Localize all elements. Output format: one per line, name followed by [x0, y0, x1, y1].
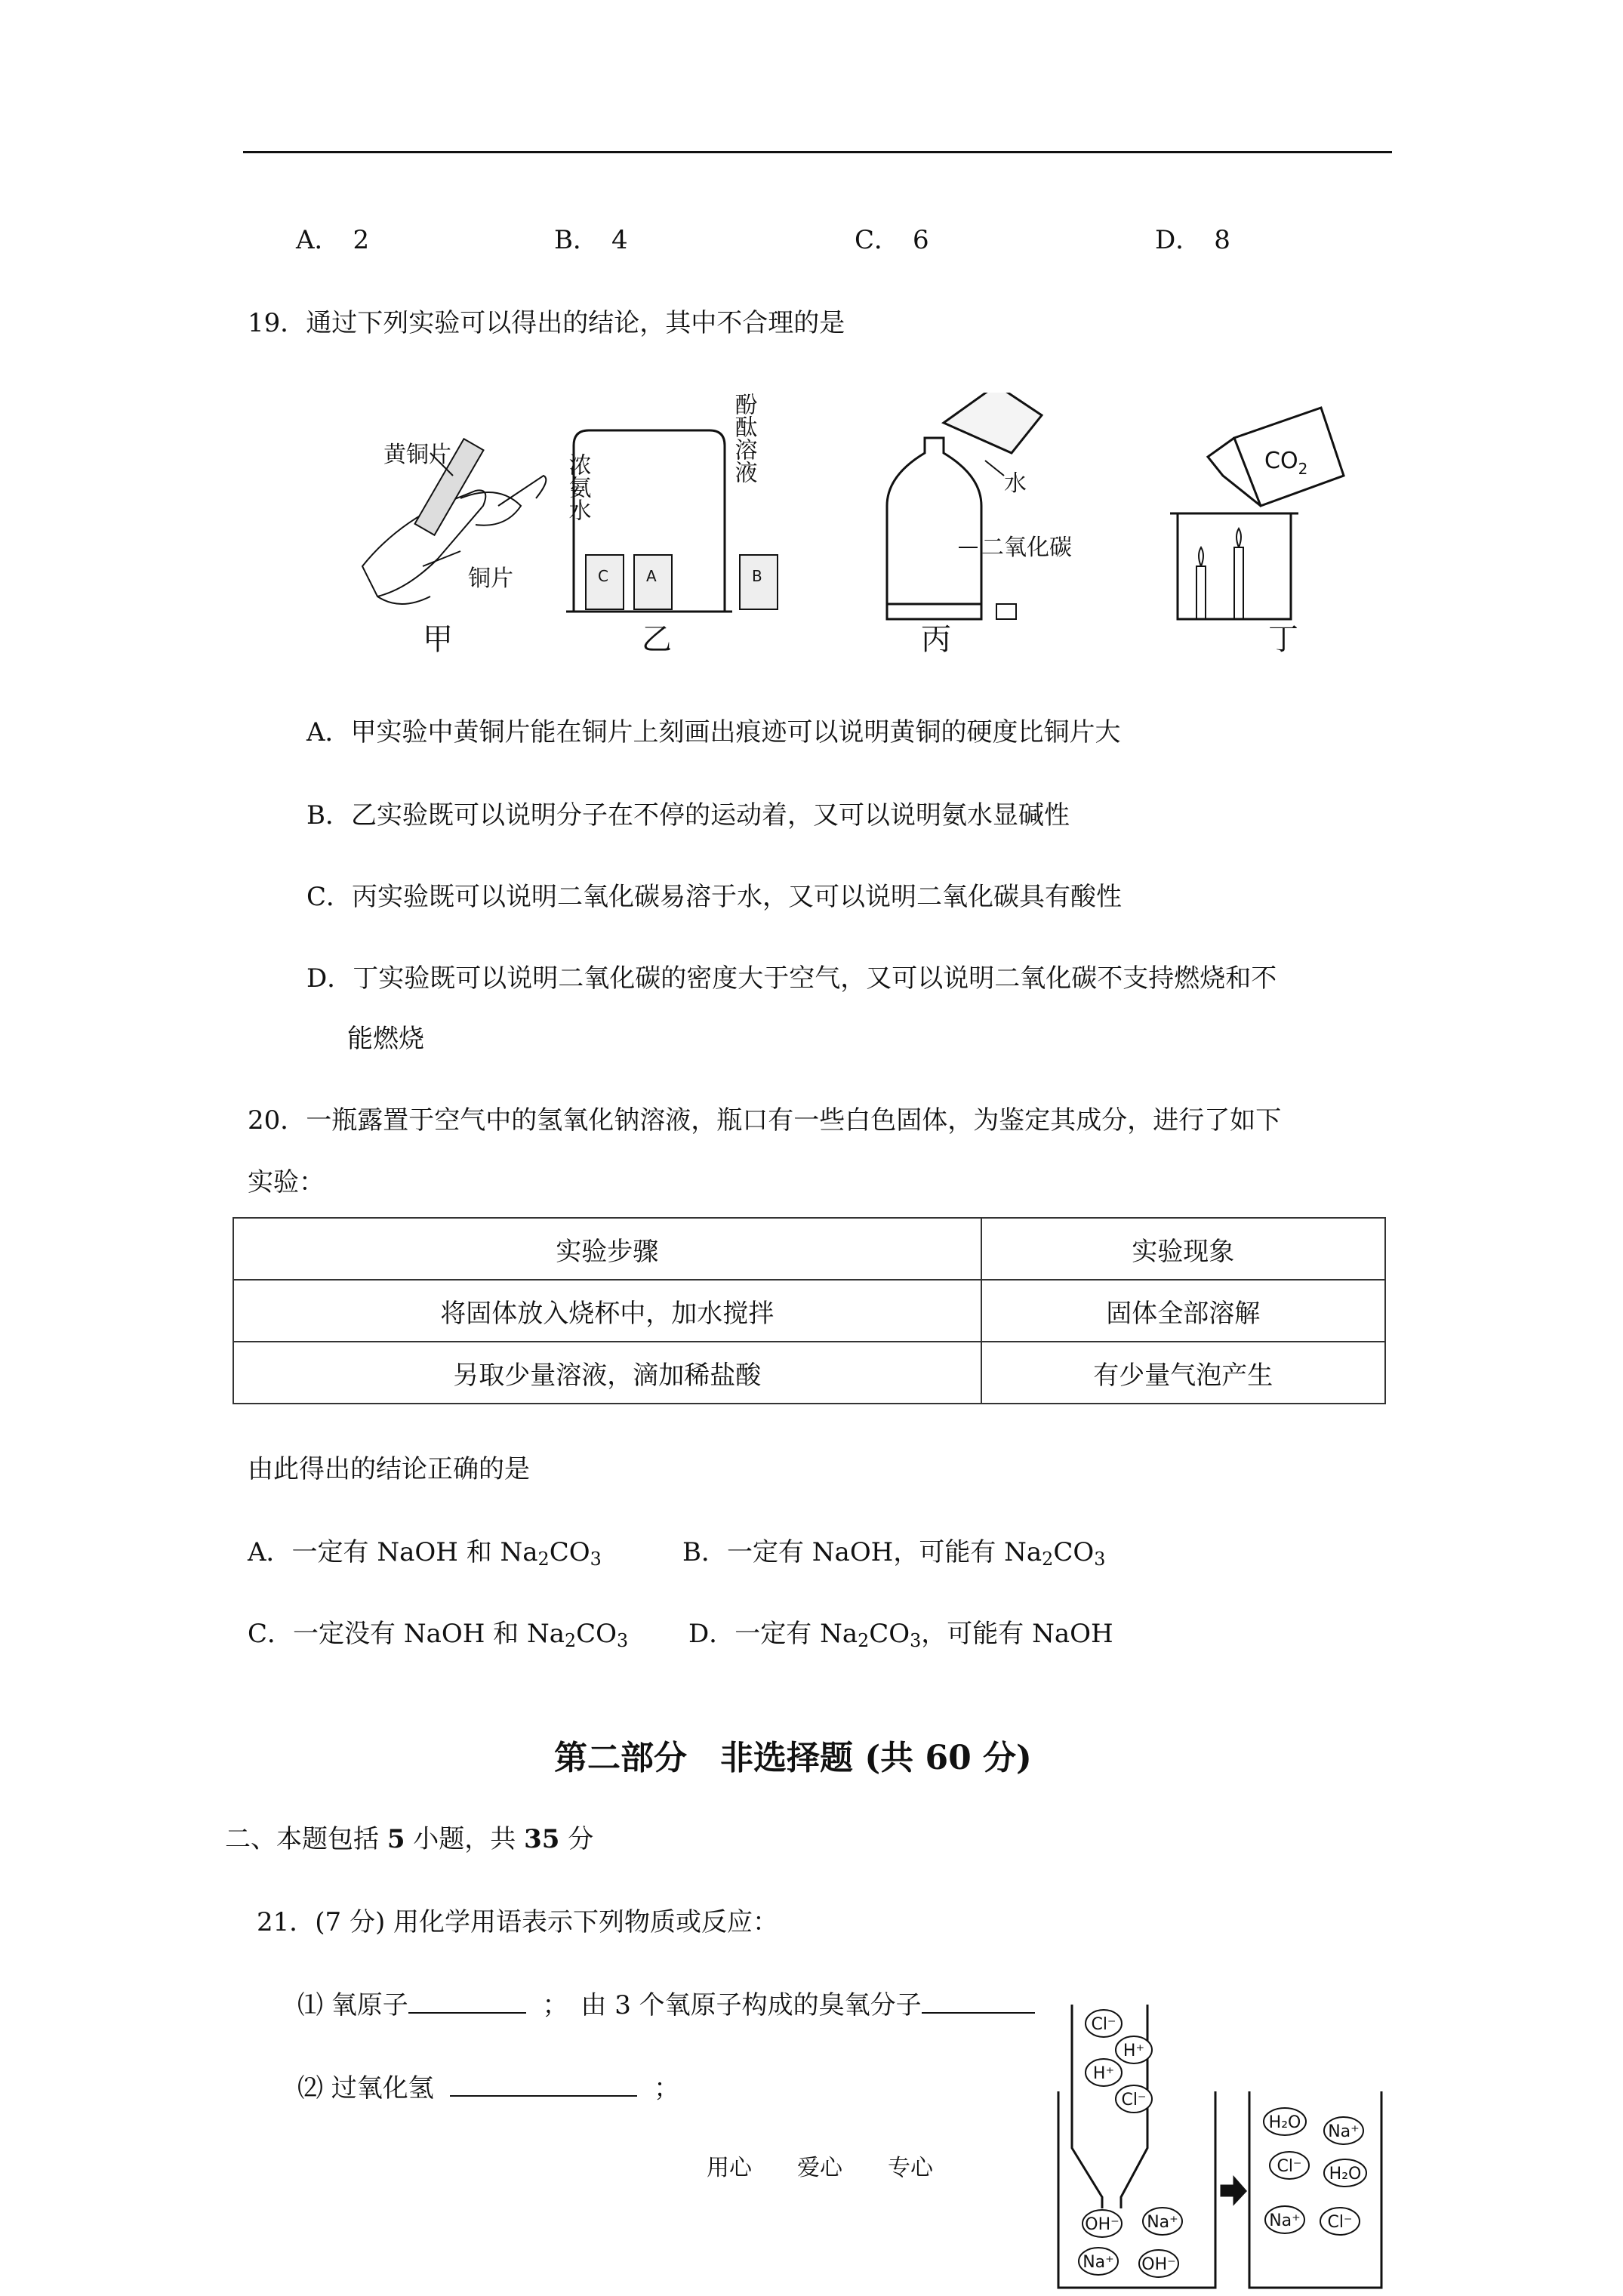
q19-experiment-figure — [347, 393, 1404, 680]
page-footer: 用心 爱心 专心 — [707, 2155, 933, 2181]
q19-stem: 19．通过下列实验可以得出的结论，其中不合理的是 — [248, 308, 845, 338]
ion-label: Na⁺ — [1269, 2211, 1301, 2230]
q21-stem: 21．(7 分) 用化学用语表示下列物质或反应： — [257, 1907, 779, 1937]
q21-line1: ⑴ 氧原子 ； 由 3 个氧原子构成的臭氧分子 — [297, 1989, 1035, 2022]
answer-blank[interactable] — [408, 1989, 526, 2014]
ion-label: H₂O — [1329, 2165, 1362, 2184]
figure-yi — [565, 393, 778, 657]
part2-title: 第二部分 非选择题 (共 60 分) — [554, 1739, 1032, 1777]
ion-label: H₂O — [1268, 2113, 1301, 2132]
q19-option-d: D．丁实验既可以说明二氧化碳的密度大于空气，又可以说明二氧化碳不支持燃烧和不 — [306, 963, 1277, 994]
label-copper: 铜片 — [468, 566, 513, 592]
table-header: 实验步骤 — [233, 1218, 981, 1280]
q20-option-c: C．一定没有 NaOH 和 $Na_2CO_3$ — [248, 1619, 629, 1651]
q20-option-d: D．一定有 $Na_2CO_3$，可能有 NaOH — [688, 1619, 1113, 1651]
q18-option-d: D． 8 — [1155, 225, 1230, 255]
ion-label: Cl⁻ — [1091, 2015, 1116, 2034]
label-co2-cn: 二氧化碳 — [981, 535, 1072, 561]
q19-option-b: B．乙实验既可以说明分子在不停的运动着，又可以说明氨水显碱性 — [306, 800, 1070, 831]
ion-label: Cl⁻ — [1327, 2213, 1353, 2232]
q20-option-b: B．一定有 NaOH，可能有 $Na_2CO_3$ — [682, 1537, 1106, 1570]
ion-label: H⁺ — [1092, 2064, 1115, 2083]
beaker-b: B — [752, 567, 762, 585]
label-brass: 黄铜片 — [383, 442, 451, 468]
table-header: 实验现象 — [981, 1218, 1385, 1280]
q20-conclusion: 由此得出的结论正确的是 — [248, 1454, 530, 1484]
label-phenolphthalein: 酚酞溶液 — [730, 393, 757, 483]
ion-label: Na⁺ — [1328, 2122, 1360, 2141]
q20-option-a: A．一定有 NaOH 和 $Na_2CO_3$ — [248, 1537, 602, 1570]
figure-jia — [362, 439, 546, 657]
q20-stem-line2: 实验： — [248, 1167, 325, 1197]
label-bing: 丙 — [921, 622, 951, 657]
table-row — [233, 1342, 1385, 1404]
label-water: 水 — [1004, 470, 1027, 497]
table-cell: 固体全部溶解 — [981, 1280, 1385, 1342]
figure-ding — [1170, 408, 1344, 657]
ion-label: Cl⁻ — [1277, 2157, 1302, 2176]
ion-label: OH⁻ — [1085, 2215, 1119, 2234]
table-cell: 将固体放入烧杯中，加水搅拌 — [233, 1280, 981, 1342]
q19-option-d-cont: 能燃烧 — [347, 1024, 424, 1054]
q19-option-c: C．丙实验既可以说明二氧化碳易溶于水，又可以说明二氧化碳具有酸性 — [306, 882, 1123, 912]
section2-heading: 二、本题包括 5 小题，共 35 分 — [225, 1824, 594, 1854]
ion-label: H⁺ — [1123, 2042, 1145, 2060]
answer-blank[interactable] — [922, 1989, 1035, 2014]
label-ammonia: 浓氨水 — [564, 453, 591, 521]
figure-bing — [887, 393, 1072, 657]
q20-experiment-table — [233, 1217, 1386, 1404]
q19-option-a: A．甲实验中黄铜片能在铜片上刻画出痕迹可以说明黄铜的硬度比铜片大 — [306, 717, 1121, 747]
ion-label: Na⁺ — [1147, 2213, 1178, 2232]
beaker-c: C — [598, 567, 608, 585]
label-jia: 甲 — [423, 622, 453, 657]
label-yi: 乙 — [642, 622, 672, 657]
answer-blank[interactable] — [450, 2073, 637, 2097]
header-rule — [243, 151, 1392, 153]
table-header-row — [233, 1218, 1385, 1280]
label-co2: $CO_2$ — [1264, 448, 1308, 478]
ion-label: OH⁻ — [1141, 2255, 1176, 2274]
q18-option-b: B． 4 — [554, 225, 628, 255]
beaker-a: A — [646, 567, 657, 585]
q18-option-a: A． 2 — [296, 225, 370, 255]
q20-stem-line1: 20．一瓶露置于空气中的氢氧化钠溶液，瓶口有一些白色固体，为鉴定其成分，进行了如下 — [248, 1105, 1282, 1136]
label-ding: 丁 — [1268, 622, 1298, 657]
q18-option-c: C． 6 — [855, 225, 929, 255]
ion-label: Cl⁻ — [1121, 2091, 1147, 2110]
q21-line2: ⑵ 过氧化氢 ； — [297, 2073, 680, 2103]
table-cell: 另取少量溶液，滴加稀盐酸 — [233, 1342, 981, 1404]
table-row — [233, 1280, 1385, 1342]
table-cell: 有少量气泡产生 — [981, 1342, 1385, 1404]
ion-reaction-figure — [1049, 2001, 1397, 2295]
ion-label: Na⁺ — [1083, 2253, 1114, 2272]
